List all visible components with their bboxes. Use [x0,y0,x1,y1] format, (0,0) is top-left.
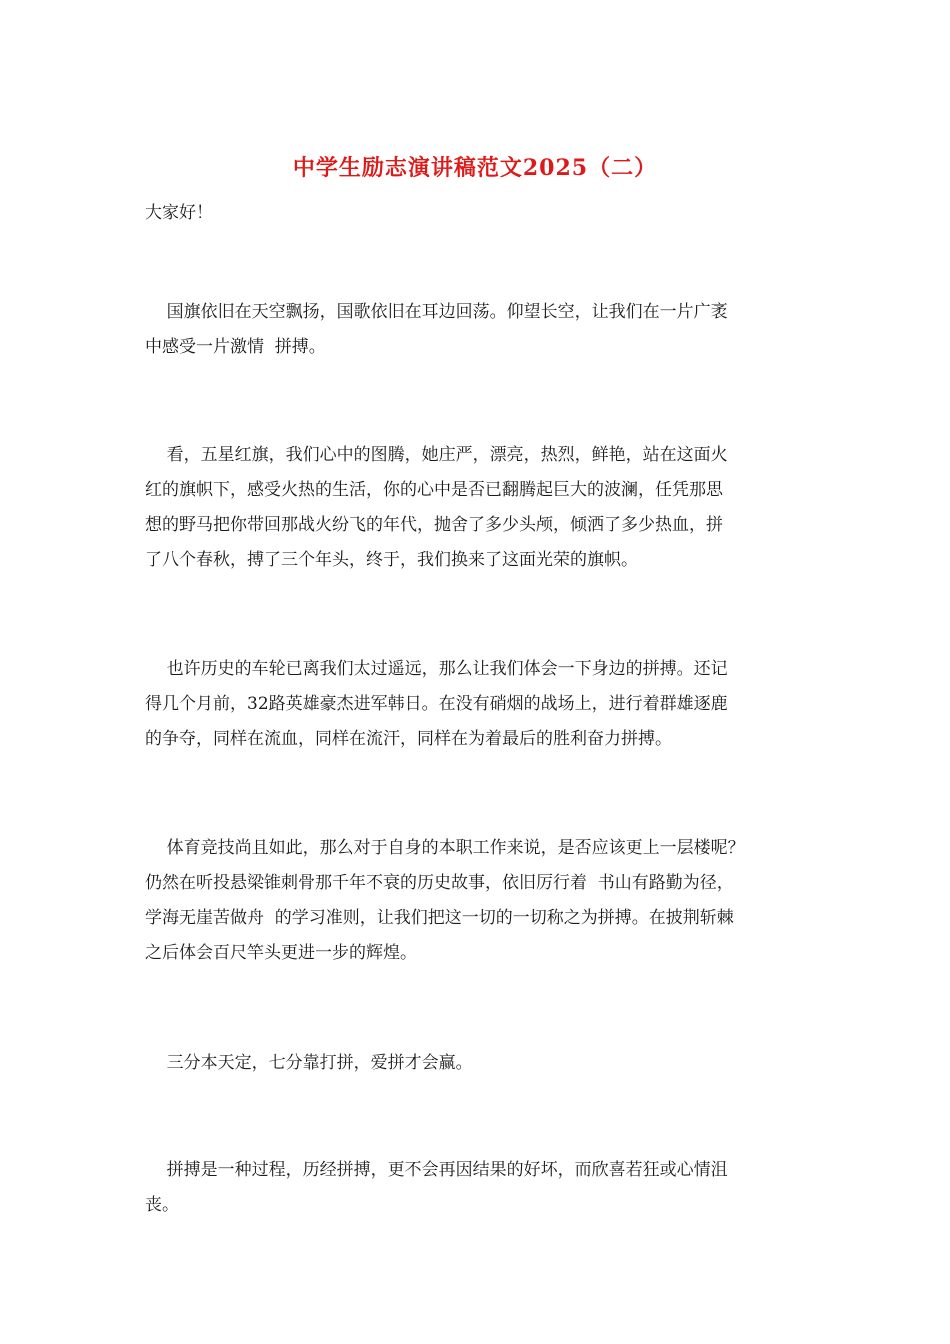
paragraph-five-star-flag: 看，五星红旗，我们心中的图腾，她庄严，漂亮，热烈，鲜艳，站在这面火 红的旗帜下，感受火热的生活，你的心中是否已翻腾起巨大的波澜，任凭那思 想的野马把你带回那战火纷飞的年代，抛舍了多少头颅，倾洒了多少热血，拼 了八个春秋，搏了三个年头，终于，我们换来了这面光荣的旗帜。 [145,445,728,570]
document-title: 中学生励志演讲稿范文2025（二） [292,155,658,181]
greeting-line: 大家好！ [145,203,213,223]
paragraph-process: 拼搏是一种过程，历经拼搏，更不会再因结果的好坏，而欣喜若狂或心情沮 丧。 [145,1160,728,1215]
paragraph-motto: 三分本天定，七分靠打拼，爱拼才会赢。 [145,1053,473,1073]
paragraph-history: 也许历史的车轮已离我们太过遥远，那么让我们体会一下身边的拼搏。还记 得几个月前，32路英雄豪杰进军韩日。在没有硝烟的战场上，进行着群雄逐鹿 的争夺，同样在流血，同样在流汗，同样在为着最后的胜利奋力拼搏。 [145,659,728,749]
paragraph-national-flag: 国旗依旧在天空飘扬，国歌依旧在耳边回荡。仰望长空，让我们在一片广袤 中感受一片激情 拼搏。 [145,302,728,357]
paragraph-sports: 体育竞技尚且如此，那么对于自身的本职工作来说，是否应该更上一层楼呢？ 仍然在听投悬梁锥刺骨那千年不衰的历史故事，依旧厉行着 书山有路勤为径， 学海无崖苦做舟 的学习准则，让我们把这一切的一切称之为拼搏。在披荆斩棘 之后体会百尺竿头更进一步的辉煌。 [145,838,745,963]
